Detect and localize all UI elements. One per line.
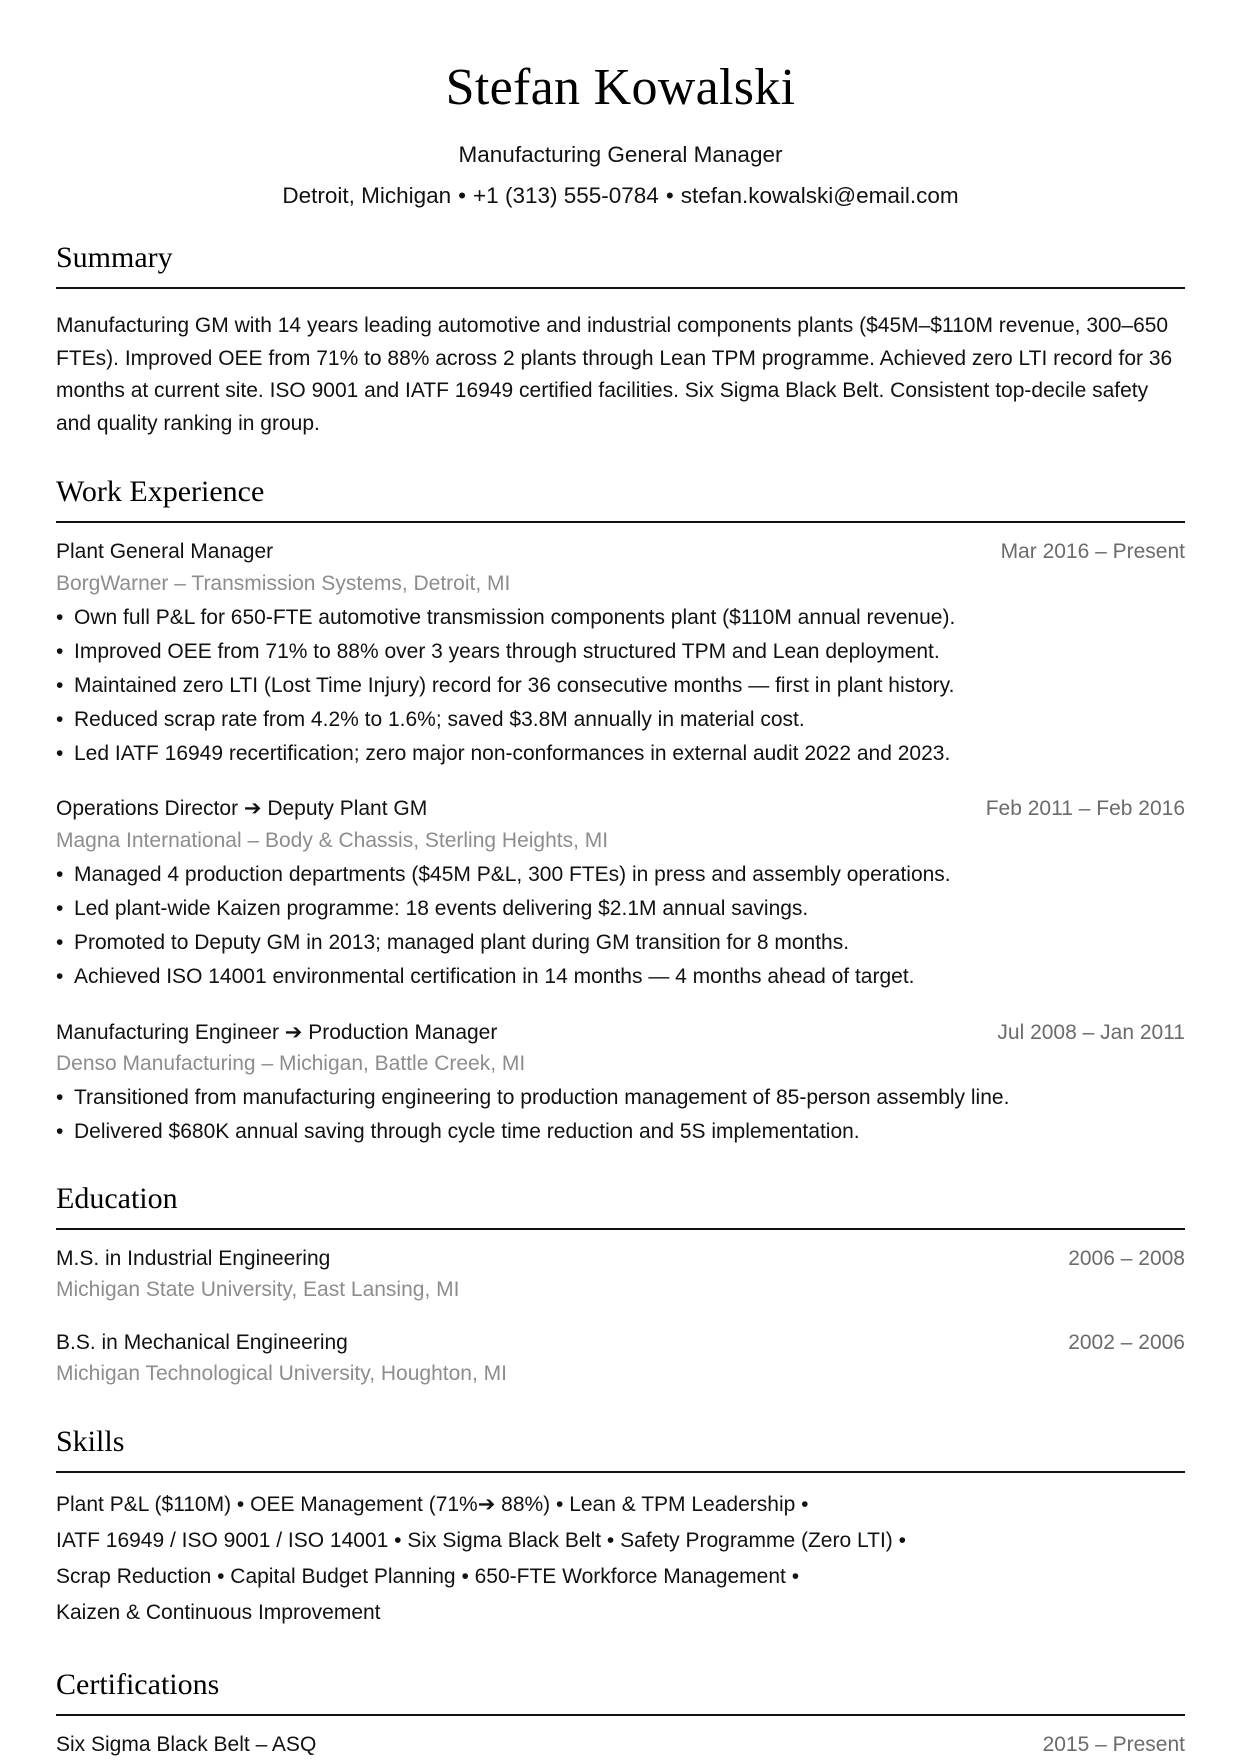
section-skills [56, 1424, 1185, 1631]
work-date: Feb 2011 – Feb 2016 [985, 797, 1185, 821]
education-degree: B.S. in Mechanical Engineering [56, 1330, 348, 1354]
work-bullets [56, 1083, 1185, 1147]
work-bullet [56, 1083, 1185, 1113]
work-entry [56, 794, 1185, 991]
candidate-name: Stefan Kowalski [445, 59, 796, 116]
bullet-icon: • [56, 1086, 64, 1110]
work-bullet-text: Achieved ISO 14001 environmental certification in 14 months — 4 months ahead of target. [74, 964, 915, 988]
education-date: 2002 – 2006 [1068, 1330, 1185, 1354]
work-bullet [56, 962, 1185, 992]
work-entry-header [56, 1018, 1185, 1048]
work-bullet [56, 928, 1185, 958]
bullet-icon: • [56, 897, 64, 921]
contact-line [56, 181, 1185, 210]
skills-line: Scrap Reduction • Capital Budget Planning • 650-FTE Workforce Management • [56, 1565, 800, 1589]
section-certifications [56, 1667, 1185, 1760]
certification-date: 2015 – Present [1042, 1733, 1185, 1757]
skills-list [56, 1487, 1056, 1631]
education-entry-header [56, 1328, 1185, 1358]
work-divider [56, 521, 1185, 523]
work-entry-header [56, 794, 1185, 824]
bullet-icon: • [56, 640, 64, 664]
summary-heading: Summary [56, 241, 173, 275]
work-bullet [56, 739, 1185, 769]
summary-divider [56, 287, 1185, 289]
work-role: Manufacturing Engineer ➔ Production Manager [56, 1020, 498, 1044]
work-bullet [56, 603, 1185, 633]
work-bullet [56, 637, 1185, 667]
work-organization: Magna International – Body & Chassis, Sterling Heights, MI [56, 828, 609, 852]
bullet-icon: • [56, 964, 64, 988]
work-bullet-text: Promoted to Deputy GM in 2013; managed plant during GM transition for 8 months. [74, 930, 850, 954]
contact-separator-2: • [665, 183, 674, 209]
work-bullet-text: Maintained zero LTI (Lost Time Injury) record for 36 consecutive months — first in plant history. [74, 673, 955, 697]
work-bullet-text: Led IATF 16949 recertification; zero major non-conformances in external audit 2022 and 2023. [74, 741, 951, 765]
work-bullets [56, 603, 1185, 768]
section-work-experience [56, 474, 1185, 1147]
skills-divider [56, 1471, 1185, 1473]
bullet-icon: • [56, 741, 64, 765]
education-school: Michigan Technological University, Houghton, MI [56, 1362, 507, 1386]
education-date: 2006 – 2008 [1068, 1247, 1185, 1271]
bullet-icon: • [56, 606, 64, 630]
education-entry-header [56, 1244, 1185, 1274]
education-degree: M.S. in Industrial Engineering [56, 1247, 331, 1271]
work-bullet-text: Led plant-wide Kaizen programme: 18 events delivering $2.1M annual savings. [74, 897, 809, 921]
skills-line: Kaizen & Continuous Improvement [56, 1601, 381, 1625]
summary-text: Manufacturing GM with 14 years leading automotive and industrial components plants ($45M–$110M revenue, 300–650 FTEs). Improved OEE from 71% to 88% across 2 plants through Lean TPM programme. Achieved zero LTI record for 36 months at current site. ISO 9001 and IATF 16949 certified facilities. Six Sigma Black Belt. Consistent top-decile safety and quality ranking in group. [56, 314, 1173, 435]
work-organization: BorgWarner – Transmission Systems, Detroit, MI [56, 571, 511, 595]
contact-location: Detroit, Michigan [282, 183, 452, 209]
skills-heading: Skills [56, 1424, 125, 1458]
work-entry [56, 537, 1185, 768]
work-bullet [56, 1117, 1185, 1147]
education-entry [56, 1328, 1185, 1390]
bullet-icon: • [56, 707, 64, 731]
certification-name: Six Sigma Black Belt – ASQ [56, 1733, 317, 1757]
work-role: Plant General Manager [56, 540, 274, 564]
education-heading: Education [56, 1182, 178, 1216]
bullet-icon: • [56, 1120, 64, 1144]
work-bullet-text: Own full P&L for 650-FTE automotive transmission components plant ($110M annual revenue). [74, 606, 956, 630]
bullet-icon: • [56, 863, 64, 887]
bullet-icon: • [56, 930, 64, 954]
contact-separator-1: • [458, 183, 467, 209]
skills-line: Plant P&L ($110M) • OEE Management (71%➔ 88%) • Lean & TPM Leadership • [56, 1492, 809, 1516]
work-entry [56, 1018, 1185, 1148]
work-bullet-text: Improved OEE from 71% to 88% over 3 years through structured TPM and Lean deployment. [74, 640, 940, 664]
education-divider [56, 1228, 1185, 1230]
work-bullet [56, 705, 1185, 735]
work-heading: Work Experience [56, 475, 265, 509]
contact-email: stefan.kowalski@email.com [680, 183, 959, 209]
certifications-heading: Certifications [56, 1668, 220, 1702]
section-summary [56, 240, 1185, 440]
bullet-icon: • [56, 673, 64, 697]
work-bullets [56, 860, 1185, 991]
work-bullet-text: Transitioned from manufacturing engineering to production management of 85-person assembly line. [74, 1086, 1010, 1110]
work-organization: Denso Manufacturing – Michigan, Battle Creek, MI [56, 1051, 526, 1075]
contact-phone: +1 (313) 555-0784 [473, 183, 659, 209]
work-bullet [56, 671, 1185, 701]
candidate-title: Manufacturing General Manager [458, 141, 783, 167]
certifications-divider [56, 1714, 1185, 1716]
resume-header [56, 58, 1185, 210]
work-bullet-text: Delivered $680K annual saving through cycle time reduction and 5S implementation. [74, 1120, 860, 1144]
work-date: Jul 2008 – Jan 2011 [997, 1020, 1185, 1044]
skills-line: IATF 16949 / ISO 9001 / ISO 14001 • Six Sigma Black Belt • Safety Programme (Zero LTI) • [56, 1528, 906, 1552]
work-entry-header [56, 537, 1185, 567]
work-date: Mar 2016 – Present [1000, 540, 1185, 564]
work-bullet [56, 860, 1185, 890]
work-bullet [56, 894, 1185, 924]
certification-entry [56, 1730, 1185, 1760]
education-school: Michigan State University, East Lansing, MI [56, 1278, 460, 1302]
work-role: Operations Director ➔ Deputy Plant GM [56, 797, 428, 821]
work-bullet-text: Managed 4 production departments ($45M P&L, 300 FTEs) in press and assembly operations. [74, 863, 951, 887]
work-bullet-text: Reduced scrap rate from 4.2% to 1.6%; saved $3.8M annually in material cost. [74, 707, 805, 731]
section-education [56, 1181, 1185, 1390]
education-entry [56, 1244, 1185, 1306]
